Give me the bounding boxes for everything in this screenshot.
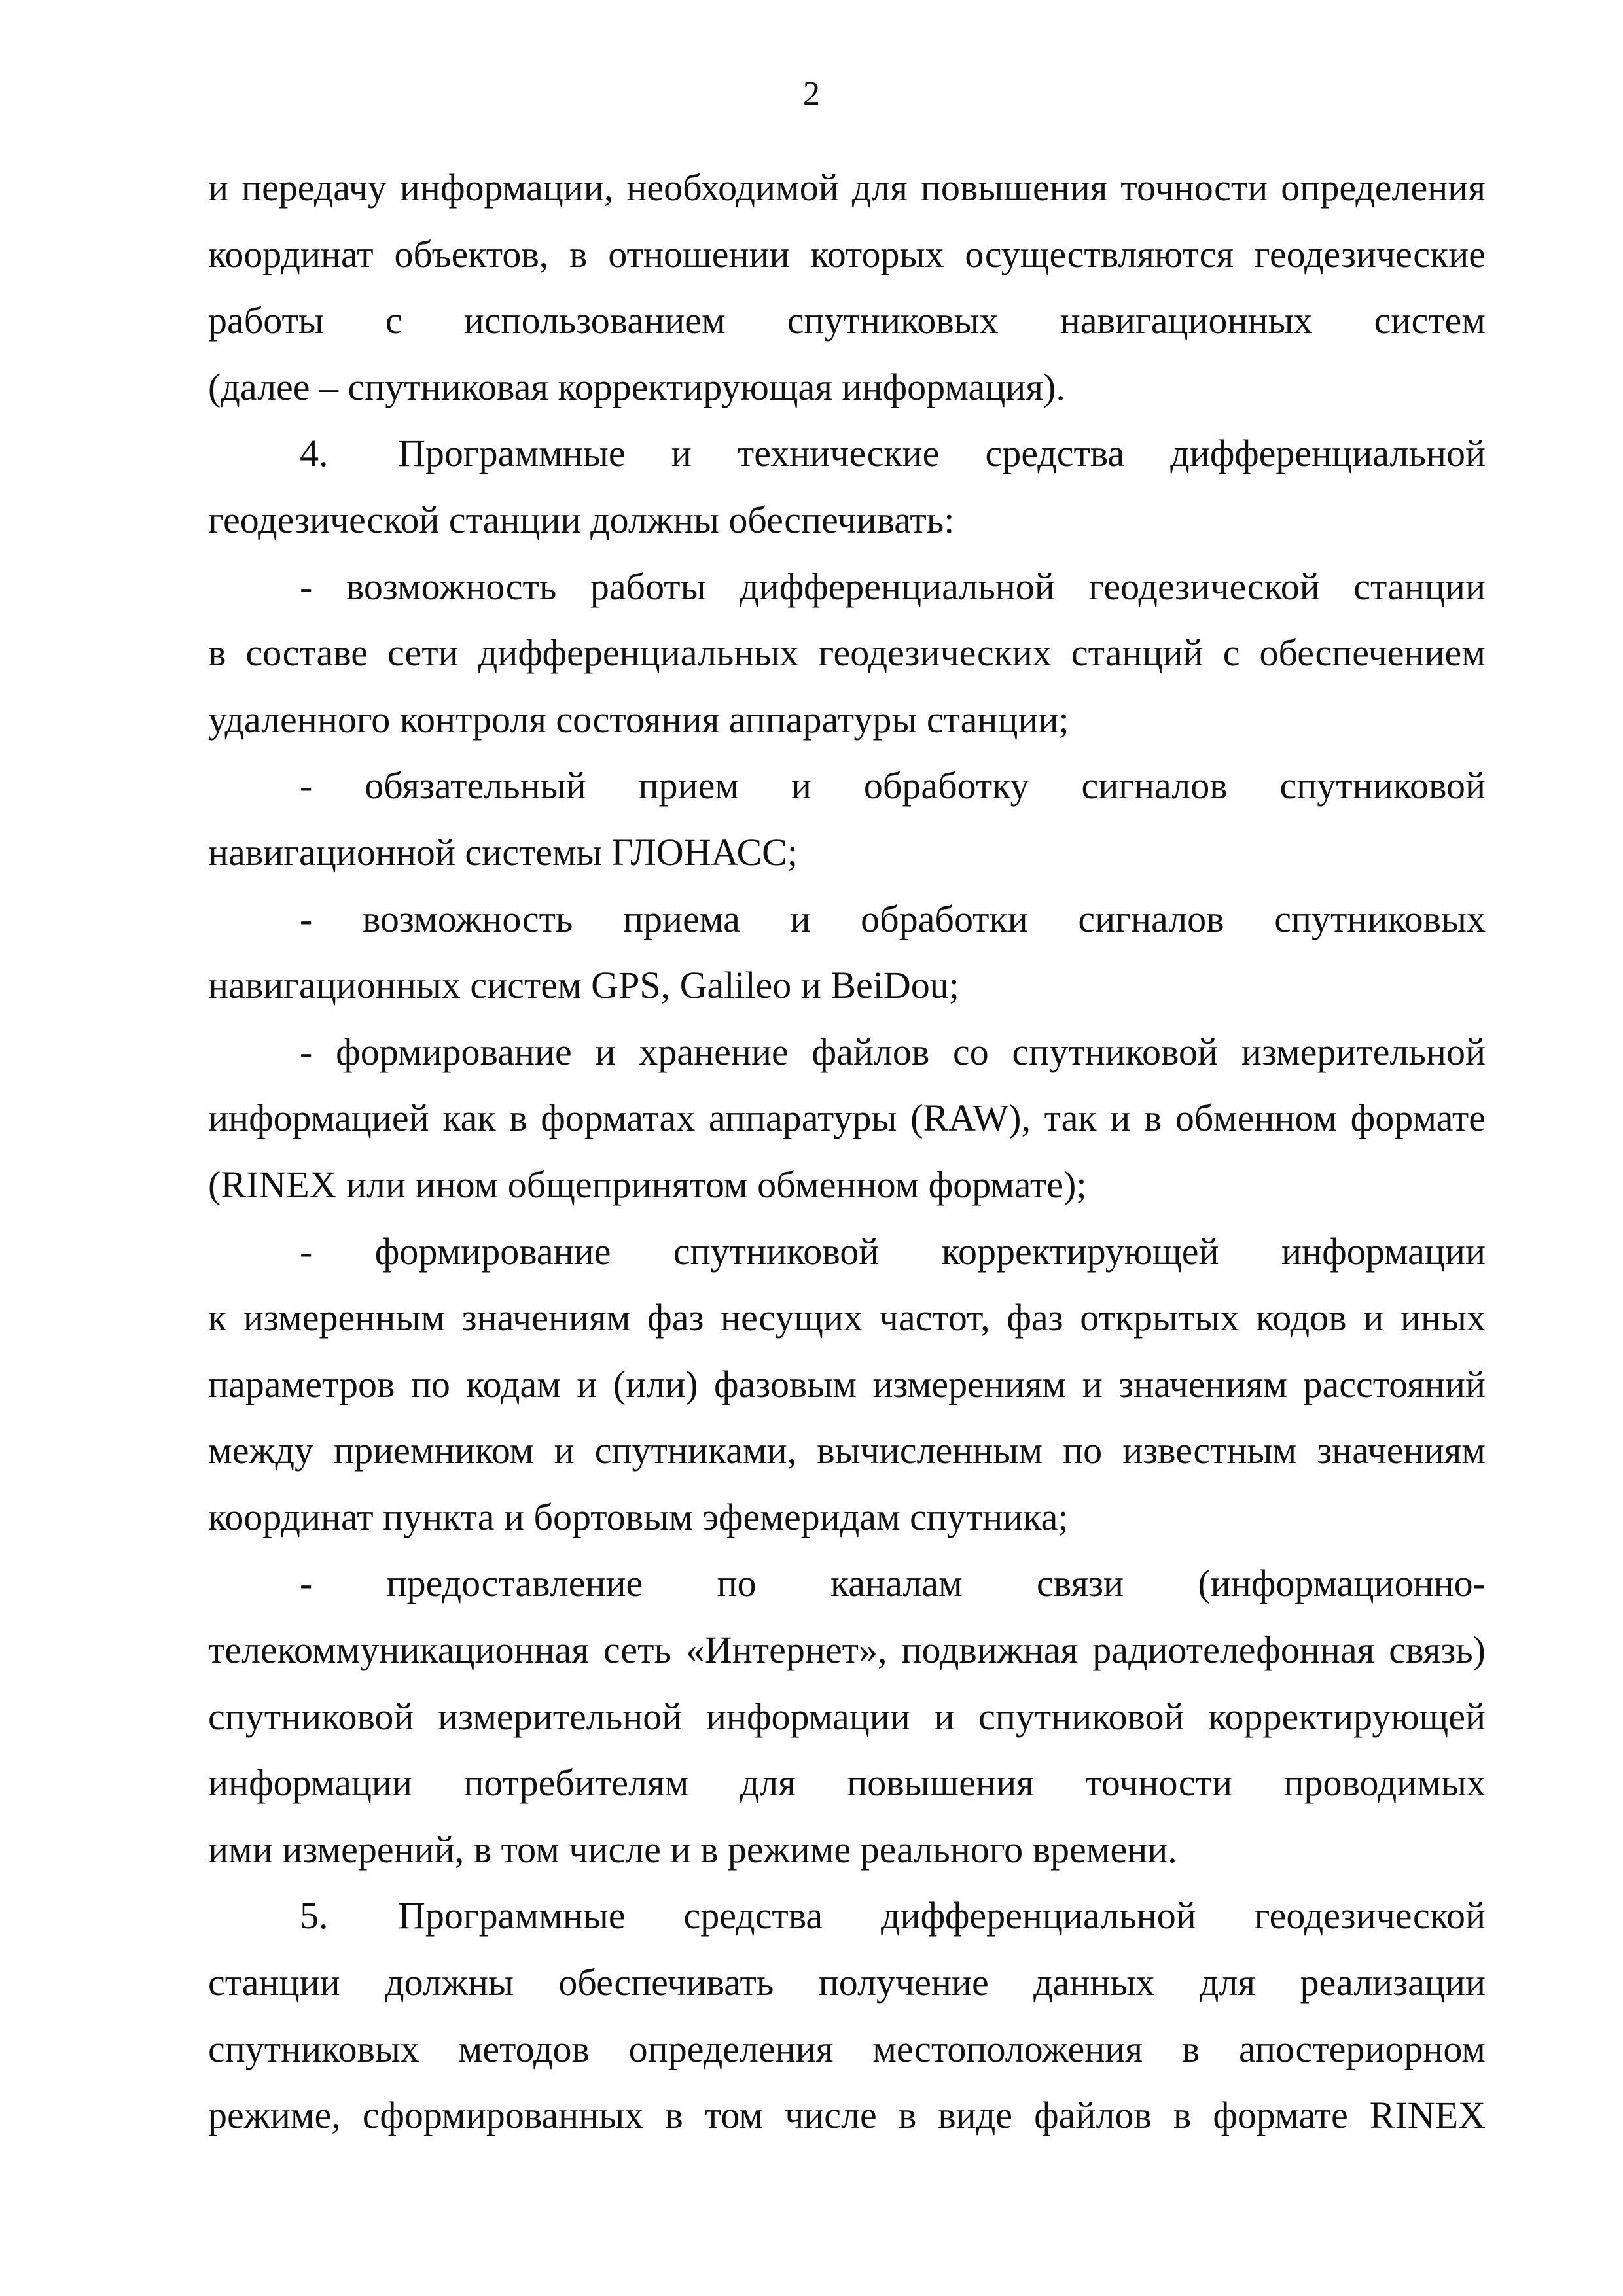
text-line: - формирование и хранение файлов со спутниковой измерительной xyxy=(300,1030,1486,1073)
text-line: навигационных систем GPS, Galileo и BeiDou; xyxy=(208,964,959,1007)
text-line: между приемником и спутниками, вычисленным по известным значениям xyxy=(208,1429,1486,1472)
text-line: и передачу информации, необходимой для повышения точности определения xyxy=(208,166,1486,209)
text-line: - возможность приема и обработки сигналов спутниковых xyxy=(300,897,1486,940)
text-line: параметров по кодам и (или) фазовым измерениям и значениям расстояний xyxy=(208,1362,1486,1405)
text-line: станции должны обеспечивать получение данных для реализации xyxy=(208,1961,1486,2004)
item-number: 4. xyxy=(300,432,329,475)
text-line-content: Программные средства дифференциальной геодезической xyxy=(398,1894,1486,1937)
text-line: спутниковых методов определения местоположения в апостериорном xyxy=(208,2027,1486,2070)
item-number: 5. xyxy=(300,1894,329,1937)
text-line-content: Программные и технические средства дифференциальной xyxy=(398,432,1486,475)
text-line: - обязательный прием и обработку сигналов спутниковой xyxy=(300,764,1486,807)
bullet-paragraph xyxy=(208,1550,1486,1882)
text-line: ими измерений, в том числе и в режиме реального времени. xyxy=(208,1828,1177,1871)
text-line: информацией как в форматах аппаратуры (RAW), так и в обменном формате xyxy=(208,1097,1486,1140)
text-line: (далее – спутниковая корректирующая информация). xyxy=(208,365,1065,408)
text-line: координат пункта и бортовым эфемеридам спутника; xyxy=(208,1495,1069,1538)
paragraph-item-4 xyxy=(208,420,1486,553)
bullet-paragraph xyxy=(208,554,1486,753)
text-line: удаленного контроля состояния аппаратуры станции; xyxy=(208,698,1069,741)
bullet-paragraph xyxy=(208,886,1486,1019)
document-body xyxy=(208,154,1486,2149)
text-line: - предоставление по каналам связи (информационно- xyxy=(300,1562,1486,1605)
text-line xyxy=(208,420,1486,487)
text-line: (RINEX или ином общепринятом обменном формате); xyxy=(208,1163,1087,1206)
text-line: режиме, сформированных в том числе в виде файлов в формате RINEX xyxy=(208,2094,1486,2137)
text-line: телекоммуникационная сеть «Интернет», подвижная радиотелефонная связь) xyxy=(208,1629,1486,1672)
text-line: навигационной системы ГЛОНАСС; xyxy=(208,830,798,874)
text-line: работы с использованием спутниковых навигационных систем xyxy=(208,299,1486,342)
page-number: 2 xyxy=(803,75,820,113)
text-line xyxy=(208,1882,1486,1949)
paragraph-continuation xyxy=(208,154,1486,420)
paragraph-item-5 xyxy=(208,1882,1486,2148)
bullet-paragraph xyxy=(208,1019,1486,1218)
bullet-paragraph xyxy=(208,1218,1486,1551)
text-line: в составе сети дифференциальных геодезических станций с обеспечением xyxy=(208,631,1486,675)
text-line: - возможность работы дифференциальной геодезической станции xyxy=(300,565,1486,608)
bullet-paragraph xyxy=(208,752,1486,885)
text-line: координат объектов, в отношении которых осуществляются геодезические xyxy=(208,232,1486,275)
text-line: к измеренным значениям фаз несущих частот, фаз открытых кодов и иных xyxy=(208,1296,1486,1339)
text-line: спутниковой измерительной информации и спутниковой корректирующей xyxy=(208,1695,1486,1738)
text-line: - формирование спутниковой корректирующей информации xyxy=(300,1229,1486,1273)
text-line: геодезической станции должны обеспечивать: xyxy=(208,498,955,541)
text-line: информации потребителям для повышения точности проводимых xyxy=(208,1761,1486,1805)
